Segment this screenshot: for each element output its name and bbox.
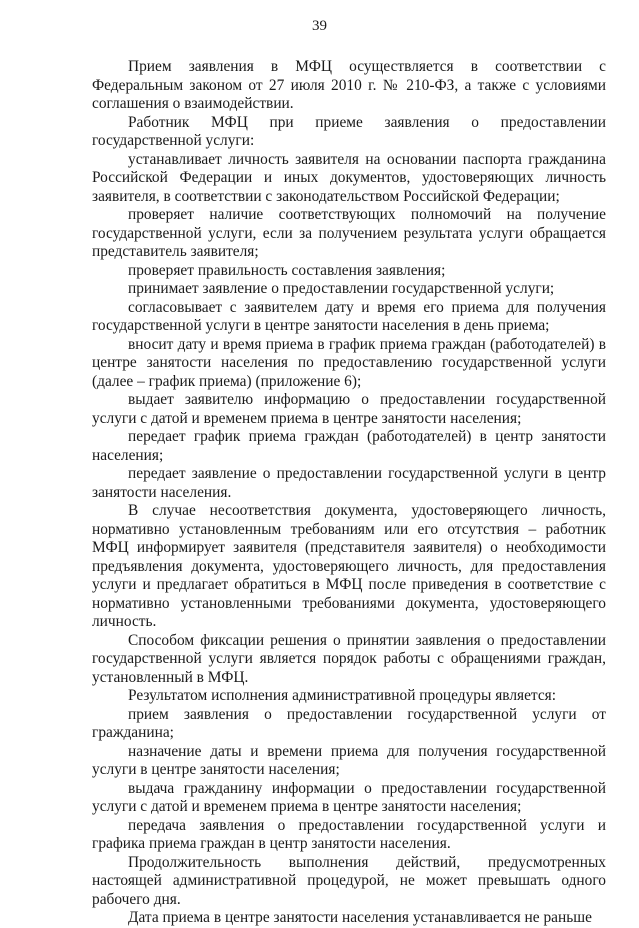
paragraph: проверяет правильность составления заявления; [128,261,446,279]
paragraph: В случае несоответствия документа, удостоверяющего личность, нормативно установленным требованиям или его отсутствия – работник МФЦ информирует заявителя (представителя заявителя) о необходимости предъявления документа, удостоверяющего личность, для предоставления услуги и предлагает обратиться в МФЦ после приведения в соответствие с нормативно установленными требованиями документа, удостоверяющего личность. [92,502,606,630]
paragraph: передает заявление о предоставлении государственной услуги в центр занятости населения. [92,465,606,501]
paragraph: Работник МФЦ при приеме заявления о предоставлении государственной услуги: [92,113,606,149]
page-body [92,58,606,928]
paragraph: Способом фиксации решения о принятии заявления о предоставлении государственной услуги является порядок работы с обращениями граждан, установленный в МФЦ. [92,631,606,686]
paragraph: назначение даты и времени приема для получения государственной услуги в центре занятости населения; [92,742,606,778]
paragraph: устанавливает личность заявителя на основании паспорта гражданина Российской Федерации и иных документов, удостоверяющих личность заявителя, в соответствии с законодательством Российской Федерации; [92,150,606,205]
paragraph: прием заявления о предоставлении государственной услуги от гражданина; [92,705,606,741]
paragraph: вносит дату и время приема в график приема граждан (работодателей) в центре занятости населения по предоставлению государственной услуги (далее – график приема) (приложение 6); [92,335,606,390]
paragraph: выдает заявителю информацию о предоставлении государственной услуги с датой и временем приема в центре занятости населения; [92,391,606,427]
paragraph: Продолжительность выполнения действий, предусмотренных настоящей административной процедурой, не может превышать одного рабочего дня. [92,853,606,908]
paragraph: Результатом исполнения административной процедуры является: [128,687,557,704]
paragraph: Прием заявления в МФЦ осуществляется в соответствии с Федеральным законом от 27 июля 2010 г. № 210-ФЗ, а также с условиями соглашения о взаимодействии. [92,58,606,112]
page-number: 39 [312,18,327,34]
paragraph: Дата приема в центре занятости населения устанавливается не раньше [128,909,592,926]
paragraph: передача заявления о предоставлении государственной услуги и графика приема граждан в центр занятости населения. [92,816,606,852]
paragraph: согласовывает с заявителем дату и время его приема для получения государственной услуги в центре занятости населения в день приема; [92,298,606,334]
paragraph: передает график приема граждан (работодателей) в центр занятости населения; [92,428,606,464]
paragraph: принимает заявление о предоставлении государственной услуги; [128,280,555,297]
paragraph: проверяет наличие соответствующих полномочий на получение государственной услуги, если за получением результата услуги обращается представитель заявителя; [92,206,606,260]
paragraph: выдача гражданину информации о предоставлении государственной услуги с датой и временем приема в центре занятости населения; [92,779,606,815]
